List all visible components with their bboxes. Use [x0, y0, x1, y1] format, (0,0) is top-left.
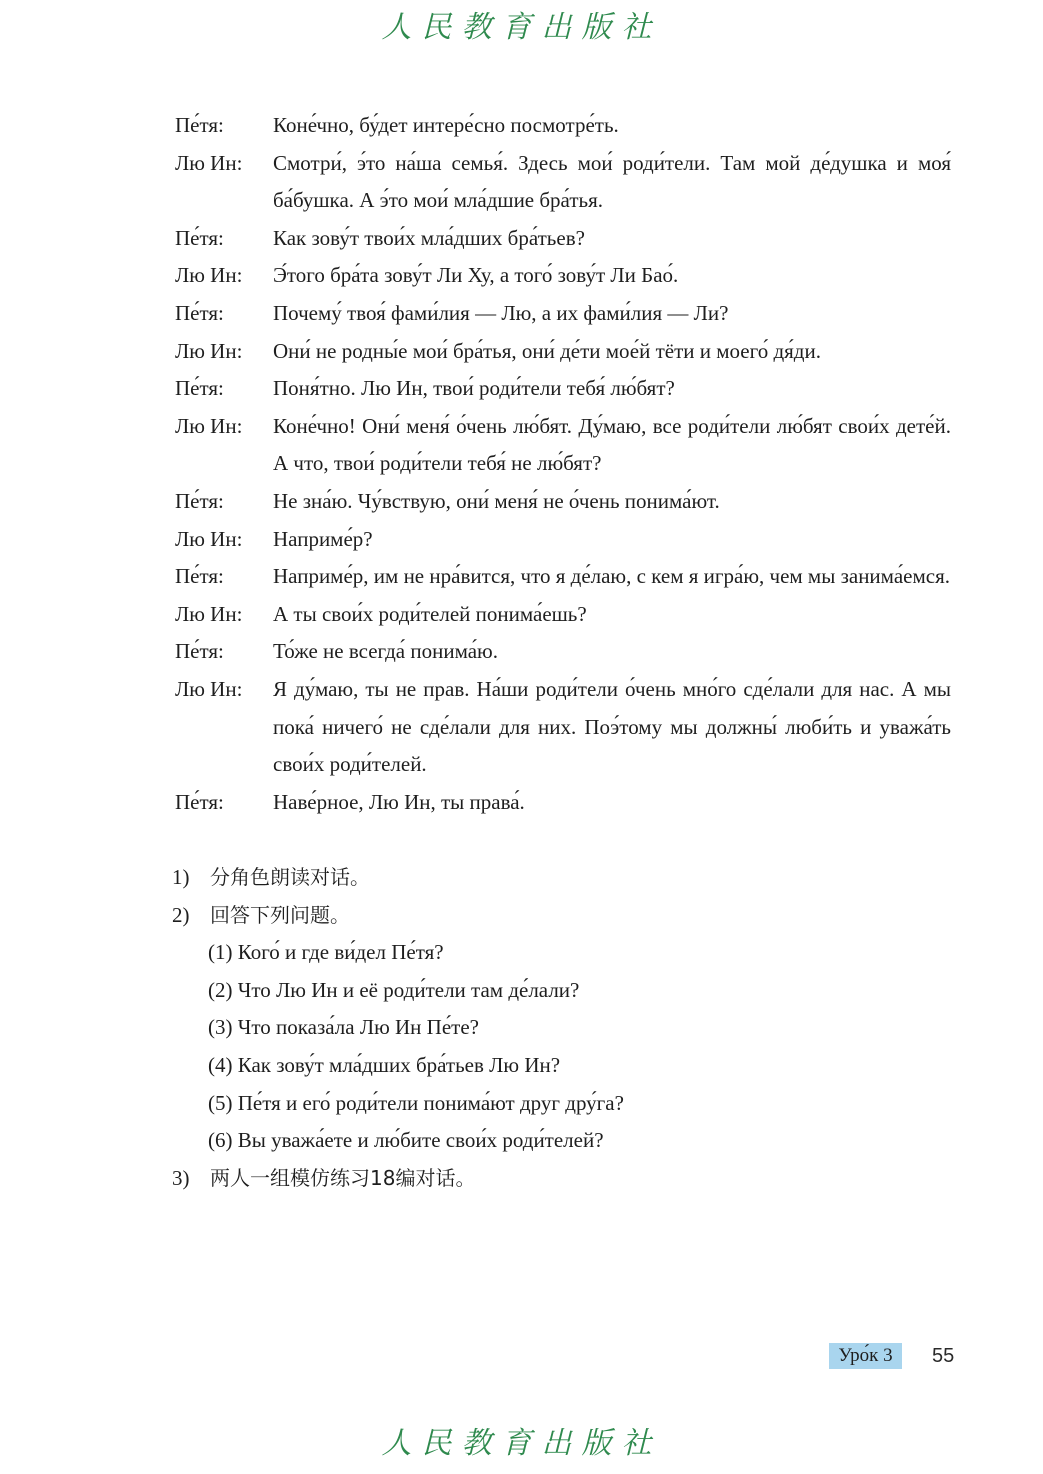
dialogue-line	[175, 145, 951, 220]
task-instruction: 分角色朗读对话。	[210, 865, 370, 889]
utterance-text: Смотри́, э́то на́ша семья́. Здесь мои́ роди́тели. Там мой де́душка и моя́ ба́бушка. А э́то мои́ мла́дшие бра́тья.	[273, 150, 951, 213]
dialogue-line	[175, 596, 951, 634]
question-item: (5) Пе́тя и его́ роди́тели понима́ют друг дру́га?	[208, 1090, 624, 1115]
speaker-name: Пе́тя:	[175, 376, 224, 401]
dialogue-line	[175, 107, 951, 145]
utterance-text: Не зна́ю. Чу́вствую, они́ меня́ не о́чень понима́ют.	[273, 488, 720, 513]
question-item: (6) Вы уважа́ете и лю́бите свои́х роди́телей?	[208, 1128, 604, 1153]
speaker-name: Лю Ин:	[175, 526, 243, 551]
utterance-text: Коне́чно! Они́ меня́ о́чень лю́бят. Ду́маю, все роди́тели лю́бят свои́х дете́й. А что, твои́ роди́тели тебя́ не лю́бят?	[273, 413, 951, 476]
exercise-task	[172, 859, 952, 897]
question-item: (2) Что Лю Ин и её роди́тели там де́лали?	[208, 977, 580, 1002]
utterance-text: Они́ не родны́е мои́ бра́тья, они́ де́ти мое́й тёти и моего́ дя́ди.	[273, 338, 821, 363]
dialogue-line	[175, 483, 951, 521]
task-number: 2)	[172, 902, 190, 927]
task-number: 3)	[172, 1165, 190, 1190]
publisher-logo-bottom: 人民教育出版社	[381, 1426, 662, 1461]
speaker-name: Пе́тя:	[175, 564, 224, 589]
speaker-name: Пе́тя:	[175, 488, 224, 513]
dialogue	[175, 107, 951, 821]
utterance-text: То́же не всегда́ понима́ю.	[273, 639, 498, 664]
utterance-text: Коне́чно, бу́дет интере́сно посмотре́ть.	[273, 113, 619, 137]
speaker-name: Лю Ин:	[175, 413, 243, 438]
dialogue-line	[175, 633, 951, 671]
dialogue-line	[175, 257, 951, 295]
task-instruction: 回答下列问题。	[210, 902, 350, 927]
question-item: (1) Кого́ и где ви́дел Пе́тя?	[208, 940, 444, 965]
question-item: (4) Как зову́т мла́дших бра́тьев Лю Ин?	[208, 1052, 561, 1077]
task-line	[172, 897, 952, 935]
utterance-text: Я ду́маю, ты не прав. На́ши роди́тели о́чень мно́го сде́лали для нас. А мы пока́ ничего́ не сде́лали для них. Поэ́тому мы должны́ люби́ть и уважа́ть свои́х роди́телей.	[273, 676, 951, 777]
task-instruction: 两人一组模仿练习18编对话。	[210, 1165, 476, 1190]
speaker-name: Лю Ин:	[175, 601, 243, 626]
speaker-name: Лю Ин:	[175, 338, 243, 363]
utterance-text: Поня́тно. Лю Ин, твои́ роди́тели тебя́ лю́бят?	[273, 376, 675, 401]
exercise-tasks	[172, 859, 952, 1197]
utterance-text: Почему́ твоя́ фами́лия — Лю, а их фами́лия — Ли?	[273, 300, 729, 325]
task-line	[172, 859, 952, 897]
speaker-name: Лю Ин:	[175, 263, 243, 288]
question-item: (3) Что показа́ла Лю Ин Пе́те?	[208, 1015, 479, 1040]
page-number: 55	[932, 1345, 955, 1367]
lesson-badge: Уро́к 3	[829, 1343, 902, 1369]
task-number: 1)	[172, 865, 190, 889]
speaker-name: Пе́тя:	[175, 789, 224, 814]
dialogue-line	[175, 521, 951, 559]
dialogue-line	[175, 295, 951, 333]
speaker-name: Лю Ин:	[175, 676, 243, 701]
question-list	[172, 934, 952, 1160]
dialogue-line	[175, 370, 951, 408]
speaker-name: Пе́тя:	[175, 639, 224, 664]
dialogue-line	[175, 784, 951, 822]
dialogue-line	[175, 558, 951, 596]
publisher-logo-top: 人民教育出版社	[381, 10, 662, 45]
speaker-name: Лю Ин:	[175, 150, 243, 175]
task-line	[172, 1160, 952, 1198]
dialogue-line	[175, 408, 951, 483]
utterance-text: Наве́рное, Лю Ин, ты права́.	[273, 789, 525, 814]
utterance-text: Как зову́т твои́х мла́дших бра́тьев?	[273, 225, 585, 250]
speaker-name: Пе́тя:	[175, 225, 224, 250]
dialogue-line	[175, 671, 951, 784]
speaker-name: Пе́тя:	[175, 113, 224, 137]
dialogue-line	[175, 333, 951, 371]
utterance-text: Наприме́р, им не нра́вится, что я де́лаю, с кем я игра́ю, чем мы занима́емся.	[273, 564, 950, 589]
exercise-task	[172, 1160, 952, 1198]
utterance-text: Наприме́р?	[273, 526, 373, 551]
utterance-text: А ты свои́х роди́телей понима́ешь?	[273, 601, 587, 626]
speaker-name: Пе́тя:	[175, 300, 224, 325]
exercise-task	[172, 897, 952, 1160]
utterance-text: Э́того бра́та зову́т Ли Ху, а того́ зову́т Ли Бао́.	[273, 263, 679, 288]
dialogue-line	[175, 220, 951, 258]
